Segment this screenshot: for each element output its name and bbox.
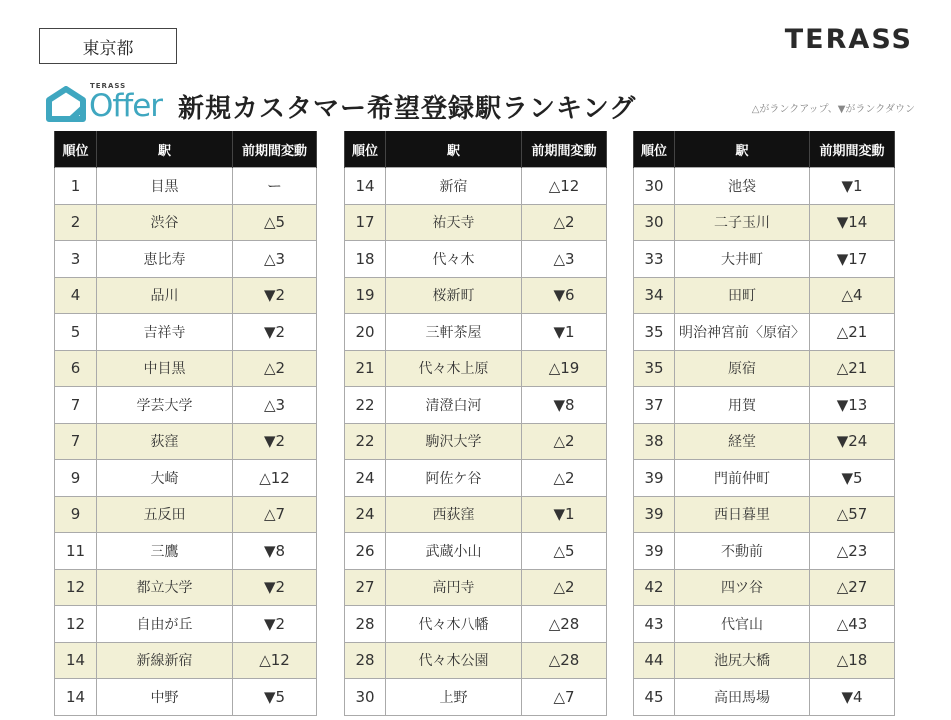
station-cell: 新宿 xyxy=(386,168,522,205)
header-station: 駅 xyxy=(675,131,810,168)
ranking-table-2 xyxy=(344,131,607,716)
table-row xyxy=(634,423,895,460)
table-row xyxy=(55,277,317,314)
station-cell: 駒沢大学 xyxy=(386,423,522,460)
header-rank: 順位 xyxy=(634,131,675,168)
station-cell: 武蔵小山 xyxy=(386,533,522,570)
rank-cell: 20 xyxy=(345,314,386,351)
station-cell: 経堂 xyxy=(675,423,810,460)
table-row xyxy=(55,241,317,278)
rank-cell: 30 xyxy=(634,168,675,205)
rank-cell: 37 xyxy=(634,387,675,424)
rank-cell: 1 xyxy=(55,168,97,205)
station-cell: 門前仲町 xyxy=(675,460,810,497)
station-cell: 三鷹 xyxy=(97,533,233,570)
change-cell: △7 xyxy=(233,496,317,533)
logo-small-text: TERASS xyxy=(90,82,127,90)
table-row xyxy=(55,569,317,606)
change-cell: △12 xyxy=(233,460,317,497)
table-row xyxy=(634,606,895,643)
header-rank: 順位 xyxy=(345,131,386,168)
rank-cell: 11 xyxy=(55,533,97,570)
change-cell: △2 xyxy=(522,569,607,606)
station-cell: 目黒 xyxy=(97,168,233,205)
table-row xyxy=(634,314,895,351)
station-cell: 中野 xyxy=(97,679,233,716)
change-cell: △3 xyxy=(522,241,607,278)
rank-cell: 14 xyxy=(55,679,97,716)
rank-cell: 28 xyxy=(345,606,386,643)
station-cell: 大井町 xyxy=(675,241,810,278)
table-row xyxy=(345,460,607,497)
table-row xyxy=(345,314,607,351)
change-cell: △21 xyxy=(810,350,895,387)
station-cell: 西日暮里 xyxy=(675,496,810,533)
station-cell: 四ツ谷 xyxy=(675,569,810,606)
table-row xyxy=(345,496,607,533)
table-row xyxy=(634,533,895,570)
station-cell: 恵比寿 xyxy=(97,241,233,278)
table-row xyxy=(55,460,317,497)
table-row xyxy=(345,204,607,241)
station-cell: 学芸大学 xyxy=(97,387,233,424)
table-row xyxy=(55,533,317,570)
station-cell: 都立大学 xyxy=(97,569,233,606)
rank-cell: 24 xyxy=(345,496,386,533)
change-cell: △3 xyxy=(233,387,317,424)
station-cell: 品川 xyxy=(97,277,233,314)
table-row xyxy=(55,606,317,643)
table-row xyxy=(345,423,607,460)
change-cell: ▼2 xyxy=(233,277,317,314)
rank-cell: 43 xyxy=(634,606,675,643)
table-row xyxy=(345,241,607,278)
header-change: 前期間変動 xyxy=(522,131,607,168)
change-cell: ▼5 xyxy=(233,679,317,716)
change-cell: △7 xyxy=(522,679,607,716)
change-cell: △5 xyxy=(522,533,607,570)
rank-cell: 26 xyxy=(345,533,386,570)
rank-cell: 9 xyxy=(55,496,97,533)
ranking-table-3 xyxy=(633,131,895,716)
table-row xyxy=(55,204,317,241)
station-cell: 中目黒 xyxy=(97,350,233,387)
change-cell: △57 xyxy=(810,496,895,533)
change-cell: ▼4 xyxy=(810,679,895,716)
table-row xyxy=(55,642,317,679)
rank-cell: 5 xyxy=(55,314,97,351)
station-cell: 吉祥寺 xyxy=(97,314,233,351)
rank-cell: 42 xyxy=(634,569,675,606)
table-row xyxy=(345,569,607,606)
rank-cell: 19 xyxy=(345,277,386,314)
change-cell: △28 xyxy=(522,606,607,643)
station-cell: 高円寺 xyxy=(386,569,522,606)
rank-cell: 3 xyxy=(55,241,97,278)
table-header-row xyxy=(345,131,607,168)
rank-cell: 33 xyxy=(634,241,675,278)
rank-cell: 45 xyxy=(634,679,675,716)
table-row xyxy=(55,387,317,424)
station-cell: 新線新宿 xyxy=(97,642,233,679)
rank-cell: 4 xyxy=(55,277,97,314)
change-cell: △4 xyxy=(810,277,895,314)
header-change: 前期間変動 xyxy=(233,131,317,168)
table-row xyxy=(634,204,895,241)
station-cell: 五反田 xyxy=(97,496,233,533)
change-cell: △5 xyxy=(233,204,317,241)
table-row xyxy=(634,496,895,533)
rank-cell: 24 xyxy=(345,460,386,497)
change-cell: ▼1 xyxy=(522,314,607,351)
table-row xyxy=(634,241,895,278)
station-cell: 田町 xyxy=(675,277,810,314)
change-cell: ▼6 xyxy=(522,277,607,314)
rank-cell: 7 xyxy=(55,387,97,424)
change-cell: △27 xyxy=(810,569,895,606)
station-cell: 不動前 xyxy=(675,533,810,570)
rank-cell: 6 xyxy=(55,350,97,387)
change-cell: ▼24 xyxy=(810,423,895,460)
station-cell: 渋谷 xyxy=(97,204,233,241)
rank-cell: 28 xyxy=(345,642,386,679)
change-cell: △12 xyxy=(522,168,607,205)
change-cell: ▼17 xyxy=(810,241,895,278)
station-cell: 高田馬場 xyxy=(675,679,810,716)
table-header-row xyxy=(634,131,895,168)
table-header-row xyxy=(55,131,317,168)
change-cell: △43 xyxy=(810,606,895,643)
rank-cell: 18 xyxy=(345,241,386,278)
station-cell: 荻窪 xyxy=(97,423,233,460)
station-cell: 用賀 xyxy=(675,387,810,424)
change-cell: ▼13 xyxy=(810,387,895,424)
legend-note: △がランクアップ、▼がランクダウン xyxy=(751,104,915,115)
rank-cell: 21 xyxy=(345,350,386,387)
table-row xyxy=(55,423,317,460)
table-row xyxy=(55,679,317,716)
rank-cell: 27 xyxy=(345,569,386,606)
rank-cell: 38 xyxy=(634,423,675,460)
change-cell: ▼2 xyxy=(233,423,317,460)
table-row xyxy=(345,350,607,387)
change-cell: △12 xyxy=(233,642,317,679)
station-cell: 二子玉川 xyxy=(675,204,810,241)
station-cell: 代々木上原 xyxy=(386,350,522,387)
change-cell: △2 xyxy=(233,350,317,387)
change-cell: ▼5 xyxy=(810,460,895,497)
rank-cell: 14 xyxy=(345,168,386,205)
header-station: 駅 xyxy=(97,131,233,168)
station-cell: 池袋 xyxy=(675,168,810,205)
change-cell: ▼8 xyxy=(233,533,317,570)
rank-cell: 9 xyxy=(55,460,97,497)
table-row xyxy=(345,168,607,205)
rank-cell: 39 xyxy=(634,533,675,570)
rank-cell: 17 xyxy=(345,204,386,241)
table-row xyxy=(634,387,895,424)
change-cell: ▼1 xyxy=(522,496,607,533)
region-label: 東京都 xyxy=(39,28,177,64)
rank-cell: 35 xyxy=(634,350,675,387)
table-row xyxy=(55,314,317,351)
station-cell: 自由が丘 xyxy=(97,606,233,643)
table-row xyxy=(55,168,317,205)
table-row xyxy=(345,606,607,643)
table-row xyxy=(345,387,607,424)
table-row xyxy=(345,679,607,716)
change-cell: △18 xyxy=(810,642,895,679)
rank-cell: 2 xyxy=(55,204,97,241)
station-cell: 代官山 xyxy=(675,606,810,643)
offer-logo xyxy=(45,82,175,122)
table-row xyxy=(634,168,895,205)
brand-logo: TERASS xyxy=(784,24,913,55)
rank-cell: 30 xyxy=(634,204,675,241)
header-station: 駅 xyxy=(386,131,522,168)
table-row xyxy=(634,460,895,497)
house-logo-icon xyxy=(45,86,87,122)
table-row xyxy=(634,350,895,387)
table-row xyxy=(55,350,317,387)
station-cell: 代々木公園 xyxy=(386,642,522,679)
change-cell: △2 xyxy=(522,460,607,497)
page-title: 新規カスタマー希望登録駅ランキング xyxy=(178,94,637,124)
rank-cell: 14 xyxy=(55,642,97,679)
table-row xyxy=(634,642,895,679)
station-cell: 西荻窪 xyxy=(386,496,522,533)
ranking-table-1 xyxy=(54,131,317,716)
table-row xyxy=(345,642,607,679)
change-cell: ▼1 xyxy=(810,168,895,205)
station-cell: 阿佐ケ谷 xyxy=(386,460,522,497)
change-cell: △21 xyxy=(810,314,895,351)
rank-cell: 39 xyxy=(634,496,675,533)
change-cell: ▼14 xyxy=(810,204,895,241)
station-cell: 祐天寺 xyxy=(386,204,522,241)
change-cell: △3 xyxy=(233,241,317,278)
change-cell: ▼2 xyxy=(233,314,317,351)
station-cell: 原宿 xyxy=(675,350,810,387)
station-cell: 代々木 xyxy=(386,241,522,278)
rank-cell: 22 xyxy=(345,387,386,424)
table-row xyxy=(55,496,317,533)
change-cell: △19 xyxy=(522,350,607,387)
station-cell: 桜新町 xyxy=(386,277,522,314)
rank-cell: 7 xyxy=(55,423,97,460)
station-cell: 三軒茶屋 xyxy=(386,314,522,351)
table-row xyxy=(345,533,607,570)
change-cell: △23 xyxy=(810,533,895,570)
station-cell: 代々木八幡 xyxy=(386,606,522,643)
logo-word: Offer xyxy=(89,88,163,124)
station-cell: 明治神宮前〈原宿〉 xyxy=(675,314,810,351)
table-row xyxy=(634,679,895,716)
change-cell: ▼2 xyxy=(233,606,317,643)
rank-cell: 12 xyxy=(55,606,97,643)
rank-cell: 35 xyxy=(634,314,675,351)
rank-cell: 12 xyxy=(55,569,97,606)
header-change: 前期間変動 xyxy=(810,131,895,168)
header-rank: 順位 xyxy=(55,131,97,168)
change-cell: ▼8 xyxy=(522,387,607,424)
rank-cell: 30 xyxy=(345,679,386,716)
change-cell: ▼2 xyxy=(233,569,317,606)
change-cell: △2 xyxy=(522,204,607,241)
change-cell: ー xyxy=(233,168,317,205)
rank-cell: 34 xyxy=(634,277,675,314)
table-row xyxy=(634,569,895,606)
rank-cell: 22 xyxy=(345,423,386,460)
rank-cell: 39 xyxy=(634,460,675,497)
table-row xyxy=(634,277,895,314)
station-cell: 池尻大橋 xyxy=(675,642,810,679)
table-row xyxy=(345,277,607,314)
station-cell: 清澄白河 xyxy=(386,387,522,424)
station-cell: 大崎 xyxy=(97,460,233,497)
rank-cell: 44 xyxy=(634,642,675,679)
station-cell: 上野 xyxy=(386,679,522,716)
change-cell: △2 xyxy=(522,423,607,460)
change-cell: △28 xyxy=(522,642,607,679)
